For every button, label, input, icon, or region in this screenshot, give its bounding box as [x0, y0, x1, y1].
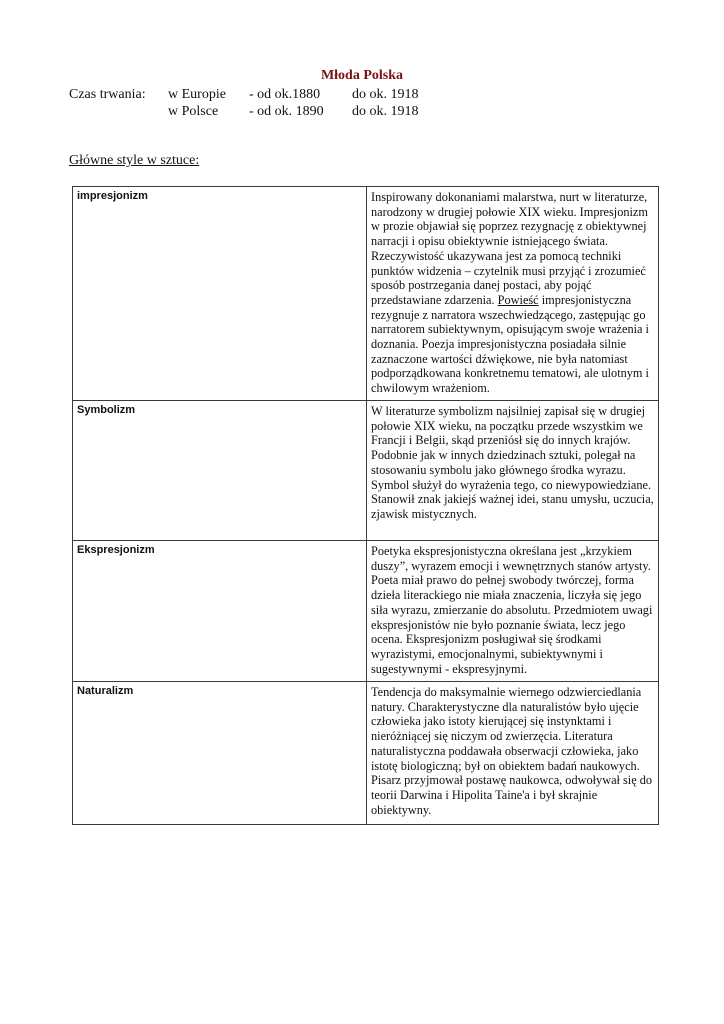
duration-from-europe: - od ok.1880 — [249, 87, 321, 102]
style-name: Ekspresjonizm — [73, 541, 367, 682]
duration-to-poland: do ok. 1918 — [352, 104, 419, 119]
table-row — [73, 401, 659, 541]
description-text: Inspirowany dokonaniami malarstwa, nurt w literaturze, narodzony w drugiej połowie XIX wieku. Impresjonizm w prozie objawiał się poprzez rezygnację z obiektywnej narracji i opisu obiektywnie istniejącego świata. Rzeczywistość ukazywana jest za pomocą techniki punktów widzenia – czytelnik musi przyjąć i zrozumieć sposób postrzegania danej postaci, aby pojąć przedstawiane zdarzenia. — [371, 190, 648, 307]
style-description: W literaturze symbolizm najsilniej zapisał się w drugiej połowie XIX wieku, na początku przede wszystkim we Francji i Belgii, skąd przeniósł się do innych krajów. Podobnie jak w innych dziedzinach sztuki, polegał na stosowaniu symbolu jako głównego środka wyrazu. Symbol służył do wyrażenia tego, co niewypowiedziane. Stanowił znak jakiejś ważnej idei, stanu umysłu, uczucia, zjawisk mistycznych. — [367, 401, 659, 541]
document-title: Młoda Polska — [320, 68, 404, 83]
duration-place-poland: w Polsce — [168, 104, 219, 119]
style-name: Symbolizm — [73, 401, 367, 541]
duration-label: Czas trwania: — [69, 87, 146, 102]
table-row — [73, 541, 659, 682]
description-text: impresjonistyczna rezygnuje z narratora wszechwiedzącego, zastępując go narratorem subiektywnym, opisującym swoje wrażenia i doznania. Poezja impresjonistyczna posiadała silnie zaznaczone wartości dźwiękowe, nie była natomiast podporządkowana konkretnemu tematowi, ale ulotnym i chwilowym wrażeniom. — [371, 292, 649, 396]
duration-from-poland: - od ok. 1890 — [249, 104, 324, 119]
styles-table — [72, 186, 659, 825]
duration-place-europe: w Europie — [168, 87, 226, 102]
duration-to-europe: do ok. 1918 — [352, 87, 419, 102]
style-description: Poetyka ekspresjonistyczna określana jest „krzykiem duszy”, wyrazem emocji i wewnętrznych stanów artysty. Poeta miał prawo do pełnej swobody twórczej, forma dzieła literackiego nie miała znaczenia, liczyła się jego siła wyrazu, zmierzanie do absolutu. Przedmiotem uwagi ekspresjonistów nie było poznanie świata, lecz jego ocena. Ekspresjonizm posługiwał się środkami wyrazistymi, emocjonalnymi, subiektywnymi i sugestywnymi - ekspresyjnymi. — [367, 541, 659, 682]
style-description: Tendencja do maksymalnie wiernego odzwierciedlania natury. Charakterystyczne dla naturalistów było ujęcie człowieka jako istoty kierującej się instynktami i nieróżniącej się niczym od zwierzęcia. Literatura naturalistyczna poddawała obserwacji człowieka, jako istotę biologiczną; był on obiektem badań naukowych. Pisarz przyjmował postawę naukowca, odwoływał się do teorii Darwina i Hipolita Taine'a i był skrajnie obiektywny. — [367, 682, 659, 825]
style-name: Naturalizm — [73, 682, 367, 825]
table-row — [73, 682, 659, 825]
table-row — [73, 187, 659, 401]
style-name: impresjonizm — [73, 187, 367, 401]
underlined-word: Powieść — [497, 292, 539, 307]
section-heading: Główne style w sztuce: — [69, 153, 200, 168]
style-description — [367, 187, 659, 401]
